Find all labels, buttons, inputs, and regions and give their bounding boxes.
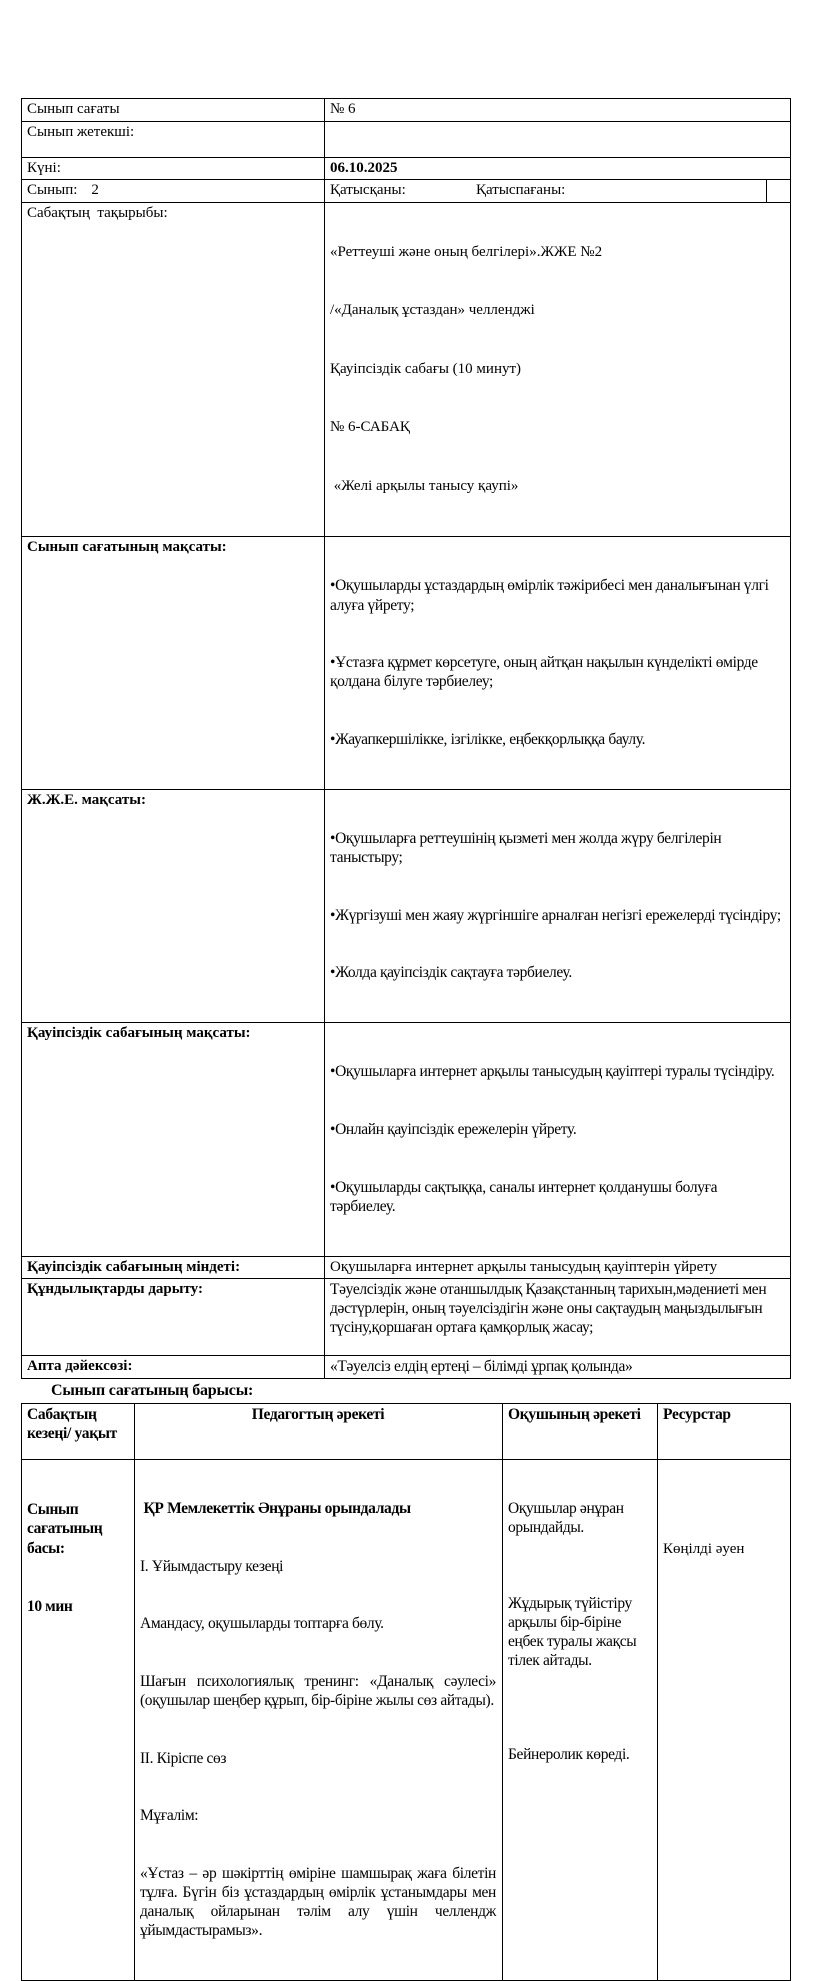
topic-line: /«Даналық ұстаздан» челленджі bbox=[330, 302, 535, 318]
header-stage: Сабақтың кезеңі/ уақыт bbox=[27, 1405, 117, 1443]
row-class-attendance bbox=[22, 180, 791, 203]
goal-item: •Оқушыларды ұстаздардың өмірлік тәжірибесі мен даналығынан үлгі алуға үйрету; bbox=[330, 577, 773, 614]
header-teacher-cell bbox=[135, 1403, 503, 1459]
attendance-cell bbox=[325, 180, 767, 203]
goal-value-cell bbox=[325, 537, 791, 790]
safety-goal-item: •Оқушыларға интернет арқылы танысудың қауіптері туралы түсіндіру. bbox=[330, 1063, 775, 1081]
row-topic bbox=[22, 202, 791, 537]
stage-duration: 10 мин bbox=[27, 1598, 73, 1616]
topic-line: «Реттеуші және оның белгілері».ЖЖЕ №2 bbox=[330, 243, 603, 260]
safety-goal-item: •Оқушыларды сақтыққа, саналы интернет қолданушы болуға тәрбиелеу. bbox=[330, 1178, 721, 1215]
safety-task-label-cell bbox=[22, 1256, 325, 1279]
goal-label-cell bbox=[22, 537, 325, 790]
teacher-action-cell bbox=[135, 1459, 503, 1980]
row-goal bbox=[22, 537, 791, 790]
lesson-flow-table bbox=[21, 1403, 791, 1981]
jje-label: Ж.Ж.Е. мақсаты: bbox=[27, 791, 146, 808]
safety-task-value: Оқушыларға интернет арқылы танысудың қауіптерін үйрету bbox=[330, 1258, 718, 1275]
teacher-para: Шағын психологиялық тренинг: «Даналық сәулесі» (оқушылар шеңбер құрып, бір-біріне жылы сөз айтады). bbox=[140, 1672, 496, 1709]
resources-cell bbox=[658, 1459, 791, 1980]
values-value-cell bbox=[325, 1279, 791, 1356]
topic-line: Қауіпсіздік сабағы (10 минут) bbox=[330, 360, 522, 377]
topic-line: «Желі арқылы танысу қаупі» bbox=[330, 477, 519, 494]
row-teacher bbox=[22, 121, 791, 157]
attended-label: Қатысқаны: bbox=[330, 182, 406, 198]
header-student-cell bbox=[503, 1403, 658, 1459]
teacher-label-cell bbox=[22, 121, 325, 157]
student-para: Оқушылар әнұран орындайды. bbox=[508, 1499, 628, 1537]
goal-item: •Жауапкершілікке, ізгілікке, еңбекқорлыққа баулу. bbox=[330, 731, 646, 749]
jje-item: •Жолда қауіпсіздік сақтауға тәрбиелеу. bbox=[330, 964, 572, 982]
jje-label-cell bbox=[22, 789, 325, 1022]
lesson-info-table bbox=[21, 98, 791, 1379]
values-text: Тәуелсіздік және отаншылдық Қазақстанның тарихын,мәдениеті мен дәстүрлерін, оның тәуелсіздігін және оны сақтаудың маңыздылығын түсіну,қоршаған ортаға қамқорлық жасау; bbox=[330, 1281, 770, 1337]
quote-text: «Тәуелсіз елдің ертеңі – білімді ұрпақ қолында» bbox=[330, 1358, 633, 1376]
row-values bbox=[22, 1279, 791, 1356]
goal-item: •Ұстазға құрмет көрсетуге, оның айтқан нақылын күнделікті өмірде қолдана білуге тәрбиелеу; bbox=[330, 654, 762, 691]
stage-title: Сынып сағатының басы: bbox=[27, 1500, 106, 1557]
student-action-cell bbox=[503, 1459, 658, 1980]
class-hour-number: № 6 bbox=[330, 101, 356, 117]
date-value: 06.10.2025 bbox=[330, 159, 398, 176]
values-label-cell bbox=[22, 1279, 325, 1356]
safety-task-value-cell bbox=[325, 1256, 791, 1279]
teacher-para: І. Ұйымдастыру кезеңі bbox=[140, 1557, 284, 1575]
teacher-para-anthem: ҚР Мемлекеттік Әнұраны орындалады bbox=[140, 1499, 411, 1517]
goal-label: Сынып сағатының мақсаты: bbox=[27, 539, 227, 555]
teacher-value-cell bbox=[325, 121, 791, 157]
row-quote bbox=[22, 1356, 791, 1379]
topic-value-cell bbox=[325, 202, 791, 537]
class-value: 2 bbox=[91, 182, 99, 198]
class-hour-label-cell bbox=[22, 99, 325, 122]
teacher-label: Сынып жетекші: bbox=[27, 123, 135, 140]
row-jje-goal bbox=[22, 789, 791, 1022]
teacher-para: ІІ. Кіріспе сөз bbox=[140, 1749, 227, 1767]
safety-goal-label: Қауіпсіздік сабағының мақсаты: bbox=[27, 1025, 251, 1042]
lesson-flow-heading: Сынып сағатының барысы: bbox=[51, 1381, 254, 1399]
class-label: Сынып: bbox=[27, 182, 78, 198]
header-student: Оқушының әрекеті bbox=[508, 1405, 641, 1423]
jje-item: •Жүргізуші мен жаяу жүргіншіге арналған негізгі ережелерді түсіндіру; bbox=[330, 906, 781, 924]
jje-value-cell bbox=[325, 789, 791, 1022]
student-para: Бейнеролик көреді. bbox=[508, 1745, 630, 1763]
safety-task-label: Қауіпсіздік сабағының міндеті: bbox=[27, 1258, 241, 1275]
row-safety-task bbox=[22, 1256, 791, 1279]
stage-cell bbox=[22, 1459, 135, 1980]
date-label-cell bbox=[22, 157, 325, 180]
header-stage-cell bbox=[22, 1403, 135, 1459]
resources-text: Көңілді әуен bbox=[663, 1540, 745, 1557]
student-para: Жұдырық түйістіру арқылы бір-біріне еңбек туралы жақсы тілек айтады. bbox=[508, 1594, 640, 1670]
quote-value-cell bbox=[325, 1356, 791, 1379]
class-hour-label: Сынып сағаты bbox=[27, 101, 120, 117]
absent-label: Қатыспағаны: bbox=[476, 182, 566, 198]
quote-label-cell bbox=[22, 1356, 325, 1379]
header-resources: Ресурстар bbox=[663, 1405, 731, 1423]
safety-goal-item: •Онлайн қауіпсіздік ережелерін үйрету. bbox=[330, 1121, 577, 1139]
values-label: Құндылықтарды дарыту: bbox=[27, 1281, 203, 1298]
quote-label: Апта дәйексөзі: bbox=[27, 1358, 133, 1375]
teacher-para: Мұғалім: bbox=[140, 1807, 199, 1825]
header-resources-cell bbox=[658, 1403, 791, 1459]
topic-label-cell bbox=[22, 202, 325, 537]
header-teacher: Педагогтың әрекеті bbox=[251, 1405, 385, 1423]
class-hour-number-cell bbox=[325, 99, 791, 122]
row-date bbox=[22, 157, 791, 180]
class-label-cell bbox=[22, 180, 325, 203]
date-label: Күні: bbox=[27, 159, 61, 176]
flow-body-row bbox=[22, 1459, 791, 1980]
jje-item: •Оқушыларға реттеушінің қызметі мен жолда жүру белгілерін таныстыру; bbox=[330, 830, 725, 867]
topic-line: № 6-САБАҚ bbox=[330, 419, 410, 435]
row-class-hour bbox=[22, 99, 791, 122]
teacher-para: Амандасу, оқушыларды топтарға бөлу. bbox=[140, 1615, 384, 1633]
teacher-para: «Ұстаз – әр шәкірттің өміріне шамшырақ жаға білетін тұлға. Бүгін біз ұстаздардың өмірлік ұстанымдары мен даналық ойларынан тәлім алу үшін челлендж ұйымдастырамыз». bbox=[140, 1864, 496, 1940]
flow-header-row bbox=[22, 1403, 791, 1459]
safety-goal-label-cell bbox=[22, 1023, 325, 1256]
attendance-tail-cell bbox=[767, 180, 791, 203]
topic-label: Сабақтың тақырыбы: bbox=[27, 204, 168, 221]
row-safety-goal bbox=[22, 1023, 791, 1256]
safety-goal-value-cell bbox=[325, 1023, 791, 1256]
date-value-cell bbox=[325, 157, 791, 180]
